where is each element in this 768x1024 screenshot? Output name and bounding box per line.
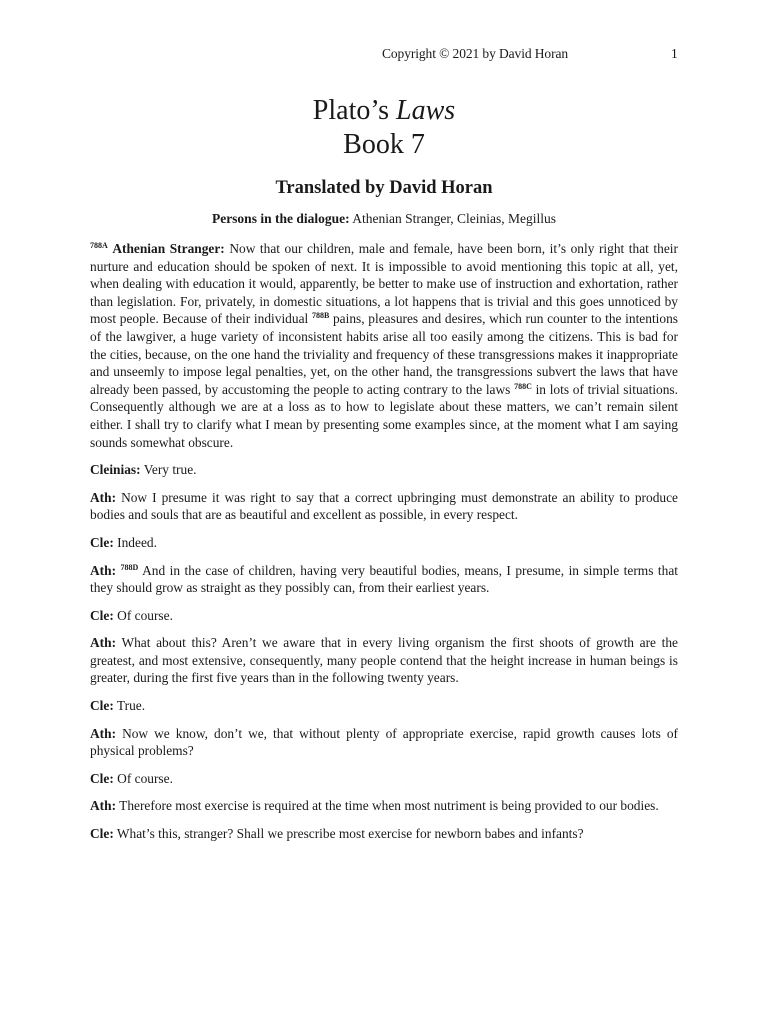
dialogue-text: Of course. <box>113 607 173 623</box>
dialogue-paragraph <box>90 725 678 760</box>
speaker-label: Cle: <box>90 534 114 550</box>
dialogue-paragraph <box>90 825 678 843</box>
dialogue-text: True. <box>113 698 146 714</box>
title-italic: Laws <box>396 95 456 126</box>
translator-line: Translated by David Horan <box>275 178 493 198</box>
dialogue-paragraph <box>90 697 678 715</box>
dialogue-text: Now we know, don’t we, that without plenty of appropriate exercise, rapid growth causes lots of physical problems? <box>90 725 678 759</box>
speaker-label: Cle: <box>90 698 114 714</box>
speaker-label: Cleinias: <box>90 462 141 478</box>
speaker-label: Ath: <box>90 562 117 578</box>
title-block <box>0 94 768 162</box>
dialogue-text: Now I presume it was right to say that a correct upbringing must demonstrate an ability to produce bodies and souls that are as beautiful and excellent as possible, in every respect. <box>90 489 678 523</box>
dialogue-text: pains, pleasures and desires, which run counter to the intentions of the lawgiver, a huge variety of inconsistent habits arise all too easily among the citizens. This is bad for the cities, because, on the one hand the triviality and frequency of these transgressions makes it inappropriate and unseemly to impose legal penalties, yet, on the other hand, the transgressions subvert the laws that have already been passed, by accustoming the people to acting contrary to the laws <box>90 311 678 397</box>
dialogue-paragraph <box>90 634 678 687</box>
dialogue-text: What’s this, stranger? Shall we prescribe most exercise for newborn babes and infants? <box>113 826 584 842</box>
speaker-label: Cle: <box>90 826 114 842</box>
dialogue-paragraph <box>90 240 678 451</box>
speaker-label: Ath: <box>90 635 117 651</box>
book-subtitle: Book 7 <box>343 129 425 160</box>
speaker-label: Cle: <box>90 770 114 786</box>
speaker-label: Athenian Stranger: <box>112 241 225 256</box>
dialogue-text: in lots of trivial situations. Consequently although we are at a loss as to how to legislate about these matters, we can’t remain silent either. I shall try to clarify what I mean by presenting some examples since, at the moment what I am saying sounds somewhat obscure. <box>90 381 678 450</box>
stephanus-marker: 788B <box>311 311 330 321</box>
dialogue-paragraph <box>90 562 678 597</box>
stephanus-marker: 788D <box>120 562 139 572</box>
dialogue-text: Very true. <box>140 462 197 478</box>
dialogue-paragraph <box>90 770 678 788</box>
stephanus-marker: 788A <box>90 241 108 250</box>
dialogue-paragraph <box>90 607 678 625</box>
page-number: 1 <box>671 46 678 61</box>
dialogue-paragraph <box>90 534 678 552</box>
dialogue-text: Therefore most exercise is required at the time when most nutriment is being provided to our bodies. <box>116 798 659 814</box>
stephanus-marker: 788C <box>514 381 532 391</box>
speaker-label: Ath: <box>90 798 117 814</box>
dialogue-body <box>90 240 678 853</box>
dialogue-text: Indeed. <box>113 534 157 550</box>
dialogue-text: Now that our children, male and female, have been born, it’s only right that their nurture and education should be spoken of next. It is impossible to avoid mentioning this topic at all, yet, when dealing with education it would, apparently, be better to make use of instruction and exhortation, rather than legislation. For, privately, in domestic situations, a lot happens that is trivial and this goes unnoticed by most people. Because of their individual <box>90 241 678 327</box>
dialogue-text: And in the case of children, having very beautiful bodies, means, I presume, in simple terms that they should grow as straight as they possibly can, from their earliest years. <box>90 562 678 596</box>
speaker-label: Cle: <box>90 607 114 623</box>
speaker-label: Ath: <box>90 725 117 741</box>
speaker-label: Ath: <box>90 489 117 505</box>
dialogue-paragraph <box>90 461 678 479</box>
persons-names: Athenian Stranger, Cleinias, Megillus <box>349 211 557 226</box>
persons-line <box>0 211 768 227</box>
dialogue-text: Of course. <box>113 770 173 786</box>
title-prefix: Plato’s <box>312 95 390 126</box>
dialogue-text: What about this? Aren’t we aware that in every living organism the first shoots of growth are the greatest, and most extensive, consequently, many people contend that the height increase in human beings is greater, during the first five years than in the following twenty years. <box>90 635 678 686</box>
copyright-header: Copyright © 2021 by David Horan <box>382 46 569 61</box>
persons-label: Persons in the dialogue: <box>211 211 350 226</box>
page-title <box>0 94 768 128</box>
dialogue-paragraph <box>90 797 678 815</box>
dialogue-paragraph <box>90 489 678 524</box>
